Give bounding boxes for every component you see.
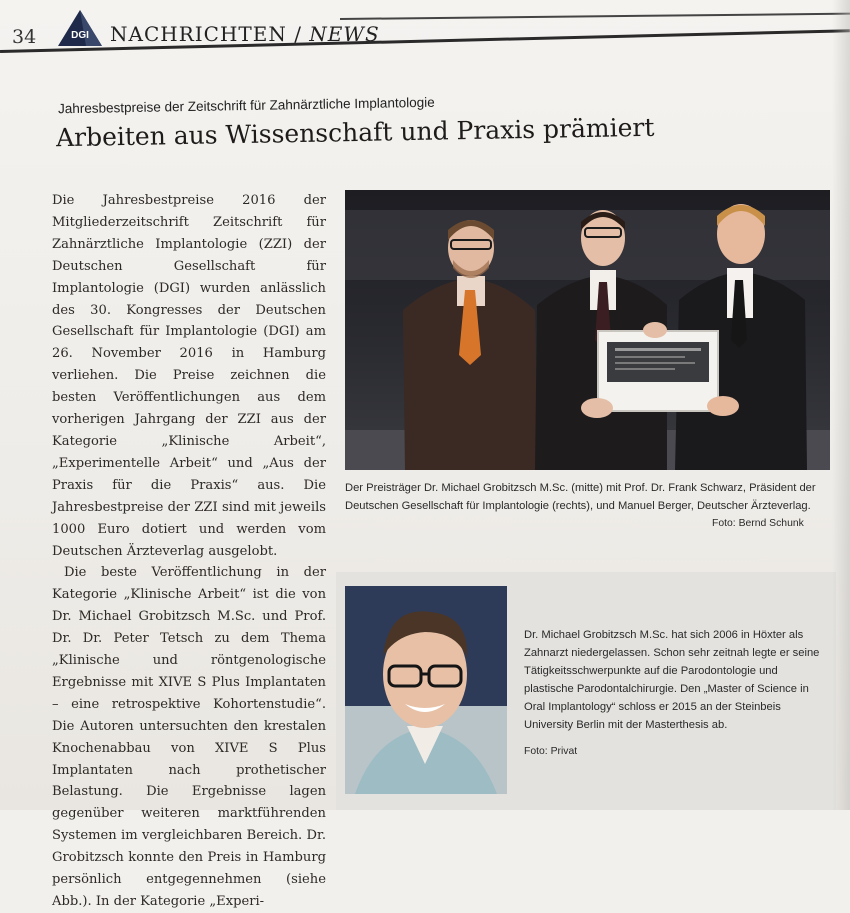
portrait-photo [345,586,507,794]
award-ceremony-photo [345,190,830,470]
page-edge-shadow [832,0,850,810]
page-number: 34 [12,26,37,48]
portrait-caption: Dr. Michael Grobitzsch M.Sc. hat sich 2006 in Höxter als Zahnarzt niedergelassen. Schon sehr zeitnah legte er seine Tätigkeitsschwerpunkte auf die Parodontologie und plastische Parodontalchirurgie. Den „Master of Science in Oral Implantology“ schloss er 2015 an der Steinbeis University Berlin mit der Masterthesis ab. [524,629,820,731]
portrait-credit: Foto: Privat [524,746,578,757]
award-photo-credit: Foto: Bernd Schunk [712,518,804,529]
section-title-en: NEWS [309,22,380,46]
article-paragraph: Die Jahresbestpreise 2016 der Mitgliederzeitschrift Zeitschrift für Zahnärztliche Implantologie (ZZI) der Deutschen Gesellschaft für Implantologie (DGI) wurden anlässlich des 30. Kongresses der Deutschen Gesellschaft für Implantologie (DGI) am 26. November 2016 in Hamburg verliehen. Die Preise zeichnen die besten Veröffentlichungen aus dem vorherigen Jahrgang der ZZI aus der Kategorie „Klinische Arbeit“, „Experimentelle Arbeit“ und „Aus der Praxis für die Praxis“ aus. Die Jahresbestpreise der ZZI sind mit jeweils 1000 Euro dotiert und werden vom Deutschen Ärzteverlag ausgelobt. [52,193,326,559]
section-title-sep: / [286,22,310,46]
article-body [52,190,326,913]
portrait-illustration [345,586,507,794]
award-certificate [598,331,718,411]
logo-text: DGI [71,30,89,41]
dgi-logo [56,6,104,48]
article-paragraph: Die beste Veröffentlichung in der Kategorie „Klinische Arbeit“ ist die von Dr. Michael Grobitzsch M.Sc. und Prof. Dr. Dr. Peter Tetsch zu dem Thema „Klinische und röntgenologische Ergebnisse mit XIVE S Plus Implantaten – eine retrospektive Kohortenstudie“. Die Autoren untersuchten den krestalen Knochenabbau von XIVE S Plus Implantaten nach prothetischer Belastung. Die Ergebnisse lagen gegenüber weiteren marktführenden Systemen im vergleichbaren Bereich. Dr. Grobitzsch konnte den Preis in Hamburg persönlich entgegennehmen (siehe Abb.). In der Kategorie „Experi- [52,565,326,909]
award-photo-caption: Der Preisträger Dr. Michael Grobitzsch M.Sc. (mitte) mit Prof. Dr. Frank Schwarz, Präsident der Deutschen Gesellschaft für Implantologie (rechts), und Manuel Berger, Deutscher Ärzteverlag. [345,482,816,512]
article-headline: Arbeiten aus Wissenschaft und Praxis prämiert [55,112,655,153]
article-kicker: Jahresbestpreise der Zeitschrift für Zahnärztliche Implantologie [57,94,435,117]
header-top-rule [340,13,850,20]
award-ceremony-illustration [345,190,830,470]
section-title-de: NACHRICHTEN [110,22,287,46]
